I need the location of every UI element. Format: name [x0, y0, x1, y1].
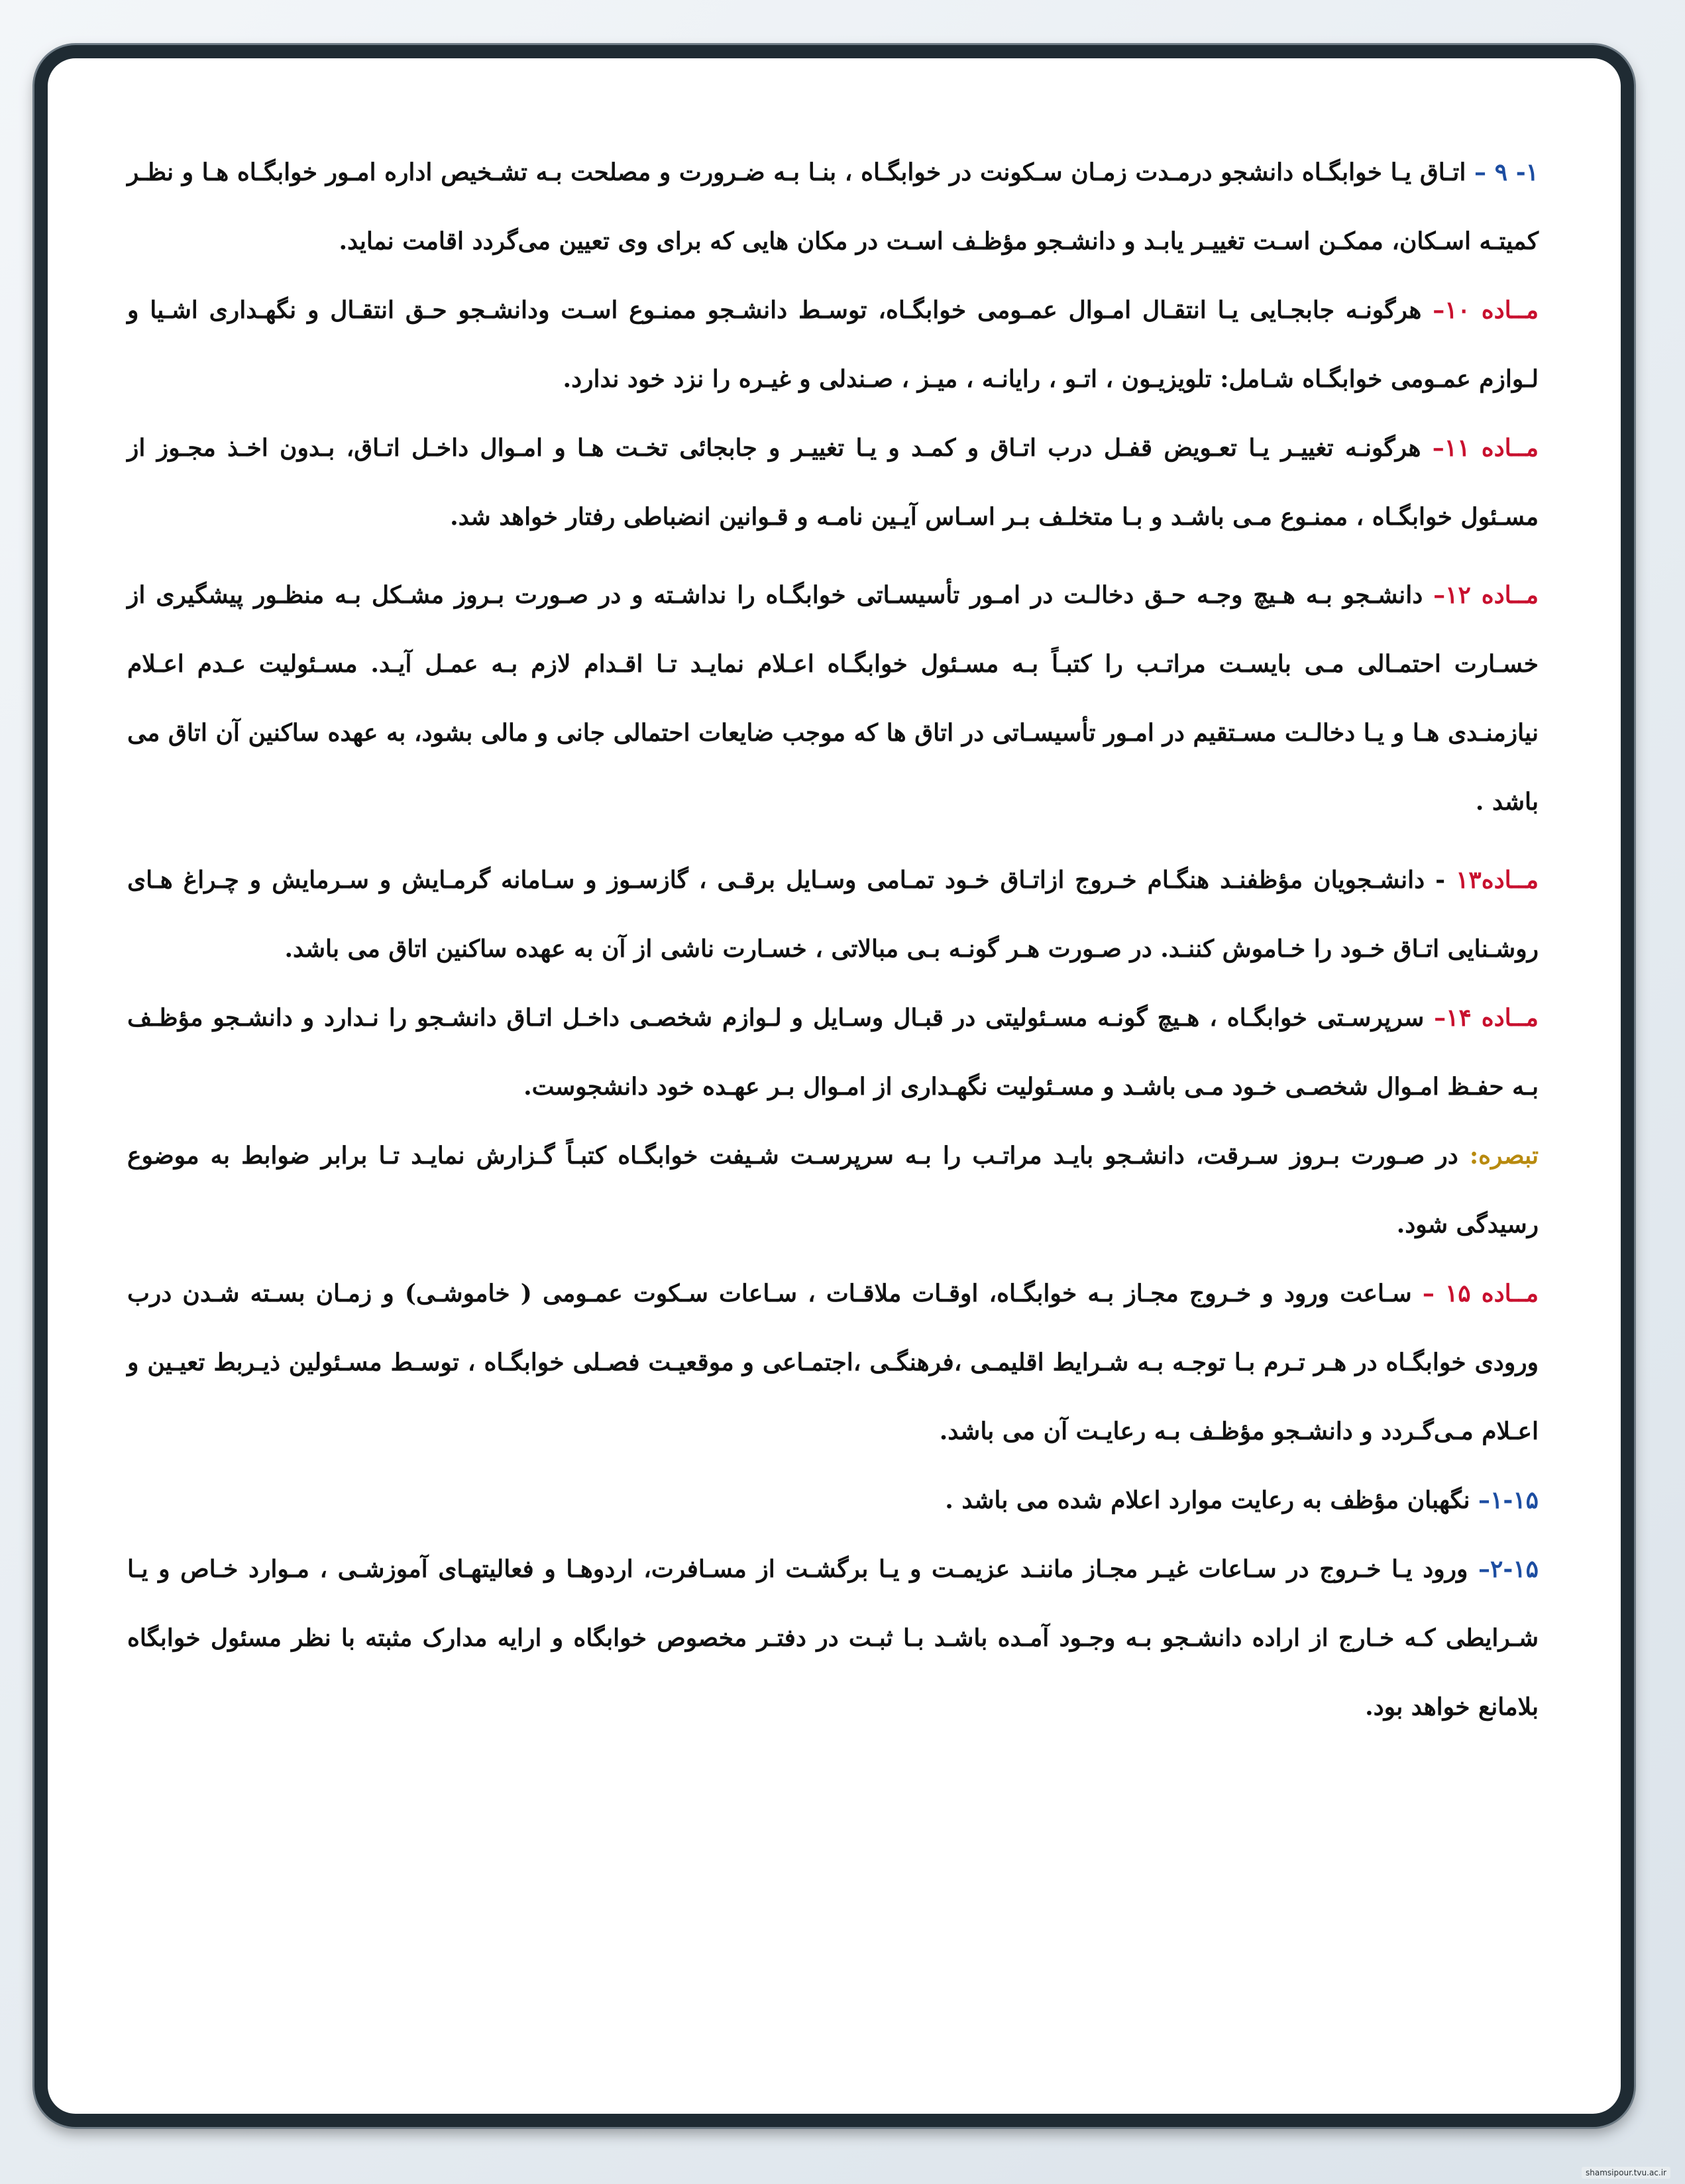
paragraph-text: هرگونـه جابجـایی یـا انتقـال امـوال عمـومی خوابگـاه، توسـط دانشـجو ممنـوع اسـت ودانشـجو حـق انتقـال و نگهـداری اشـیا و لـوازم عمـومی خوابگـاه شـامل: تلویزیـون ، اتـو ، رایانـه ، میـز ، صـندلی و غیـره را نزد خود ندارد.: [127, 296, 1539, 393]
paragraph-text: هرگونـه تغییـر یـا تعـویض قفـل درب اتـاق و کمـد و یـا تغییـر و جابجائی تخـت هـا و امـوال داخـل اتـاق، بـدون اخـذ مجـوز از مسـئول خوابگـاه ، ممنـوع مـی باشـد و بـا متخلـف بـر اسـاس آیـین نامـه و قـوانین انضباطی رفتار خواهد شد.: [127, 434, 1539, 531]
article-label: مــاده ۱۵ –: [1411, 1280, 1539, 1307]
article-10: [127, 276, 1539, 413]
paragraph-text: دانشـجو بـه هـیچ وجـه حـق دخالـت در امـور تأسیسـاتی خوابگـاه را نداشـته و در صـورت بـروز مشـکل بـه منظـور پیشگیری از خسـارت احتمـالی مـی بایسـت مراتـب را کتبـاً بـه مسـئول خوابگـاه اعـلام نمایـد تـا اقـدام لازم بـه عمـل آیـد. مسـئولیت عـدم اعـلام نیازمنـدی هـا و یـا دخالـت مسـتقیم در امـور تأسیسـاتی در اتاق ها که موجب ضایعات احتمالی جانی و مالی بشود، به عهده ساکنین آن اتاق می باشد .: [127, 581, 1539, 816]
paragraph-9-1: [127, 138, 1539, 276]
note: [127, 1121, 1539, 1259]
paragraph-text: - دانشـجویان مؤظفنـد هنگـام خـروج ازاتـاق خـود تمـامی وسـایل برقـی ، گازسـوز و سـامانه گرمـایش و سـرمایش و چـراغ هـای روشـنایی اتـاق خـود را خـاموش کننـد. در صـورت هـر گونـه بـی مبالاتی ، خسـارت ناشی از آن به عهده ساکنین اتاق می باشد.: [127, 866, 1539, 963]
paragraph-text: سـاعت ورود و خـروج مجـاز بـه خوابگـاه، اوقـات ملاقـات ، سـاعات سـکوت عمـومی ( خاموشـی) و زمـان بسـته شـدن درب ورودی خوابگـاه در هـر تـرم بـا توجـه بـه شـرایط اقلیمـی ،فرهنگـی ،اجتمـاعی و موقعیـت فصـلی خوابگـاه ، توسـط مسـئولین ذیـربط تعیـین و اعـلام مـی‌گـردد و دانشـجو مؤظـف بـه رعایـت آن می باشد.: [127, 1280, 1539, 1445]
clause-15-2: [127, 1535, 1539, 1741]
clause-label: ۲-۱۵–: [1468, 1555, 1539, 1583]
regulation-text: [127, 138, 1539, 1741]
paragraph-text: در صـورت بـروز سـرقت، دانشـجو بایـد مراتـب را بـه سرپرسـت شـیفت خوابگـاه کتبـاً گـزارش نمایـد تـا برابر ضوابط به موضوع رسیدگی شود.: [127, 1142, 1539, 1238]
clause-label: ۱-۱۵–: [1470, 1486, 1539, 1514]
clause-15-1: [127, 1466, 1539, 1535]
clause-label: ۱- ۹ –: [1466, 158, 1539, 186]
article-label: مــاده ۱۲–: [1423, 581, 1539, 609]
article-label: مــاده۱۳: [1445, 866, 1539, 894]
paragraph-text: نگهبان مؤظف به رعایت موارد اعلام شده می باشد .: [945, 1486, 1470, 1514]
note-label: تبصره:: [1458, 1142, 1539, 1170]
article-11: [127, 413, 1539, 551]
article-label: مــاده ۱۴–: [1424, 1004, 1539, 1032]
article-label: مــاده ۱۱–: [1421, 434, 1539, 462]
article-15: [127, 1259, 1539, 1466]
paragraph-text: سرپرسـتی خوابگـاه ، هـیچ گونـه مسـئولیتی در قبـال وسـایل و لـوازم شخصـی داخـل اتـاق دانشـجو را نـدارد و دانشـجو مؤظـف بـه حفـظ امـوال شخصـی خـود مـی باشـد و مسـئولیت نگهـداری از امـوال بـر عهـده خود دانشجوست.: [127, 1004, 1539, 1101]
article-12: [127, 561, 1539, 836]
article-14: [127, 983, 1539, 1121]
paragraph-text: اتـاق یـا خوابگـاه دانشجو درمـدت زمـان سـکونت در خوابگـاه ، بنـا بـه ضـرورت و مصلحت بـه تشـخیص اداره امـور خوابگـاه هـا و نظـر کمیتـه اسـکان، ممکـن اسـت تغییـر یابـد و دانشـجو مؤظـف اسـت در مکان هایی که برای وی تعیین می‌گردد اقامت نماید.: [127, 158, 1539, 255]
paragraph-text: ورود یـا خـروج در سـاعات غیـر مجـاز ماننـد عزیمـت و یـا برگشـت از مسـافرت، اردوهـا و فعالیتهـای آموزشـی ، مـوارد خـاص و یـا شـرایطی کـه خـارج از اراده دانشـجو بـه وجـود آمـده باشـد بـا ثبـت در دفتـر مخصوص خوابگاه و ارایه مدارک مثبته با نظر مسئول خوابگاه بلامانع خواهد بود.: [127, 1555, 1539, 1721]
article-13: [127, 846, 1539, 983]
article-label: مــاده ۱۰–: [1421, 296, 1539, 324]
page-frame: [34, 45, 1634, 2127]
site-watermark: shamsipour.tvu.ac.ir: [1582, 2167, 1670, 2179]
